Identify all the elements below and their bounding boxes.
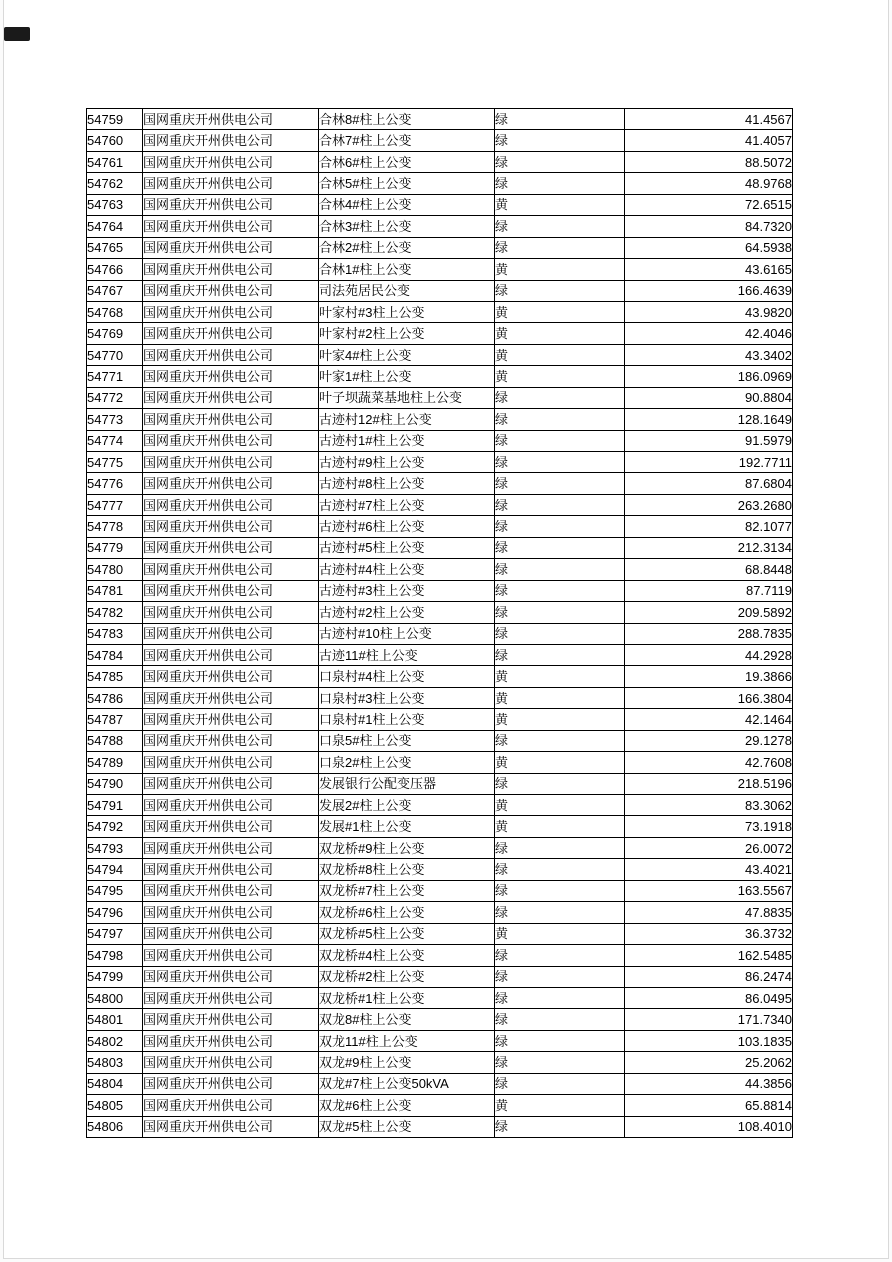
cell-id: 54789 [87, 752, 143, 773]
table-row [87, 623, 793, 644]
cell-transformer: 双龙8#柱上公变 [319, 1009, 495, 1030]
cell-value: 166.4639 [625, 280, 793, 301]
cell-company: 国网重庆开州供电公司 [143, 945, 319, 966]
cell-id: 54783 [87, 623, 143, 644]
cell-id: 54791 [87, 795, 143, 816]
table-row [87, 130, 793, 151]
cell-company: 国网重庆开州供电公司 [143, 795, 319, 816]
cell-status: 绿 [495, 516, 625, 537]
cell-company: 国网重庆开州供电公司 [143, 1052, 319, 1073]
cell-transformer: 双龙桥#2柱上公变 [319, 966, 495, 987]
cell-company: 国网重庆开州供电公司 [143, 816, 319, 837]
cell-id: 54770 [87, 344, 143, 365]
cell-transformer: 合林7#柱上公变 [319, 130, 495, 151]
cell-value: 42.4046 [625, 323, 793, 344]
cell-value: 171.7340 [625, 1009, 793, 1030]
cell-id: 54792 [87, 816, 143, 837]
cell-status: 绿 [495, 559, 625, 580]
cell-transformer: 古迹村#7柱上公变 [319, 494, 495, 515]
cell-transformer: 合林1#柱上公变 [319, 259, 495, 280]
cell-transformer: 双龙#6柱上公变 [319, 1095, 495, 1116]
cell-transformer: 双龙桥#5柱上公变 [319, 923, 495, 944]
cell-id: 54780 [87, 559, 143, 580]
cell-value: 87.7119 [625, 580, 793, 601]
cell-company: 国网重庆开州供电公司 [143, 687, 319, 708]
cell-status: 绿 [495, 1116, 625, 1137]
cell-id: 54799 [87, 966, 143, 987]
cell-value: 42.7608 [625, 752, 793, 773]
table-row [87, 494, 793, 515]
cell-transformer: 叶子坝蔬菜基地柱上公变 [319, 387, 495, 408]
cell-id: 54797 [87, 923, 143, 944]
cell-status: 黄 [495, 923, 625, 944]
cell-value: 41.4567 [625, 109, 793, 130]
cell-id: 54760 [87, 130, 143, 151]
table-row [87, 559, 793, 580]
table-row [87, 194, 793, 215]
cell-company: 国网重庆开州供电公司 [143, 773, 319, 794]
table-row [87, 859, 793, 880]
cell-company: 国网重庆开州供电公司 [143, 323, 319, 344]
cell-company: 国网重庆开州供电公司 [143, 216, 319, 237]
cell-value: 65.8814 [625, 1095, 793, 1116]
cell-status: 绿 [495, 430, 625, 451]
cell-transformer: 发展#1柱上公变 [319, 816, 495, 837]
cell-transformer: 双龙#7柱上公变50kVA [319, 1073, 495, 1094]
cell-id: 54772 [87, 387, 143, 408]
cell-value: 43.9820 [625, 301, 793, 322]
cell-status: 绿 [495, 966, 625, 987]
table-row [87, 730, 793, 751]
cell-status: 绿 [495, 452, 625, 473]
cell-transformer: 双龙11#柱上公变 [319, 1030, 495, 1051]
cell-company: 国网重庆开州供电公司 [143, 151, 319, 172]
cell-company: 国网重庆开州供电公司 [143, 602, 319, 623]
cell-company: 国网重庆开州供电公司 [143, 730, 319, 751]
cell-transformer: 双龙桥#6柱上公变 [319, 902, 495, 923]
cell-id: 54804 [87, 1073, 143, 1094]
cell-transformer: 合林3#柱上公变 [319, 216, 495, 237]
cell-status: 绿 [495, 109, 625, 130]
table-row [87, 216, 793, 237]
cell-transformer: 古迹村#3柱上公变 [319, 580, 495, 601]
cell-transformer: 双龙#5柱上公变 [319, 1116, 495, 1137]
cell-value: 163.5567 [625, 880, 793, 901]
cell-company: 国网重庆开州供电公司 [143, 130, 319, 151]
cell-id: 54775 [87, 452, 143, 473]
cell-id: 54784 [87, 644, 143, 665]
cell-value: 36.3732 [625, 923, 793, 944]
cell-value: 43.6165 [625, 259, 793, 280]
cell-value: 209.5892 [625, 602, 793, 623]
cell-transformer: 双龙桥#7柱上公变 [319, 880, 495, 901]
cell-id: 54803 [87, 1052, 143, 1073]
cell-company: 国网重庆开州供电公司 [143, 109, 319, 130]
table-row [87, 880, 793, 901]
cell-id: 54793 [87, 837, 143, 858]
cell-transformer: 发展银行公配变压器 [319, 773, 495, 794]
cell-status: 绿 [495, 602, 625, 623]
page-corner-mark [4, 27, 30, 41]
document-page [3, 0, 889, 1259]
cell-transformer: 古迹村#10柱上公变 [319, 623, 495, 644]
table-row [87, 280, 793, 301]
cell-transformer: 口泉村#4柱上公变 [319, 666, 495, 687]
table-row [87, 1095, 793, 1116]
cell-transformer: 古迹村12#柱上公变 [319, 409, 495, 430]
cell-transformer: 双龙桥#4柱上公变 [319, 945, 495, 966]
cell-id: 54764 [87, 216, 143, 237]
table-row [87, 1030, 793, 1051]
cell-value: 166.3804 [625, 687, 793, 708]
cell-id: 54776 [87, 473, 143, 494]
cell-value: 83.3062 [625, 795, 793, 816]
cell-id: 54778 [87, 516, 143, 537]
cell-transformer: 口泉5#柱上公变 [319, 730, 495, 751]
cell-company: 国网重庆开州供电公司 [143, 366, 319, 387]
cell-company: 国网重庆开州供电公司 [143, 280, 319, 301]
cell-id: 54769 [87, 323, 143, 344]
table-row [87, 1052, 793, 1073]
cell-transformer: 合林2#柱上公变 [319, 237, 495, 258]
table-row [87, 344, 793, 365]
cell-transformer: 叶家1#柱上公变 [319, 366, 495, 387]
cell-id: 54766 [87, 259, 143, 280]
cell-company: 国网重庆开州供电公司 [143, 516, 319, 537]
cell-id: 54767 [87, 280, 143, 301]
cell-id: 54765 [87, 237, 143, 258]
cell-transformer: 叶家村#3柱上公变 [319, 301, 495, 322]
cell-value: 108.4010 [625, 1116, 793, 1137]
table-row [87, 473, 793, 494]
table-row [87, 687, 793, 708]
cell-status: 黄 [495, 795, 625, 816]
table-row [87, 602, 793, 623]
cell-id: 54805 [87, 1095, 143, 1116]
cell-status: 绿 [495, 859, 625, 880]
table-row [87, 366, 793, 387]
cell-id: 54773 [87, 409, 143, 430]
cell-company: 国网重庆开州供电公司 [143, 966, 319, 987]
cell-company: 国网重庆开州供电公司 [143, 473, 319, 494]
cell-value: 186.0969 [625, 366, 793, 387]
cell-value: 72.6515 [625, 194, 793, 215]
cell-company: 国网重庆开州供电公司 [143, 623, 319, 644]
cell-value: 288.7835 [625, 623, 793, 644]
cell-value: 84.7320 [625, 216, 793, 237]
cell-transformer: 司法苑居民公变 [319, 280, 495, 301]
table-row [87, 923, 793, 944]
cell-value: 43.3402 [625, 344, 793, 365]
cell-status: 绿 [495, 494, 625, 515]
cell-value: 44.2928 [625, 644, 793, 665]
cell-status: 绿 [495, 902, 625, 923]
cell-id: 54768 [87, 301, 143, 322]
cell-company: 国网重庆开州供电公司 [143, 880, 319, 901]
cell-company: 国网重庆开州供电公司 [143, 1030, 319, 1051]
cell-status: 绿 [495, 580, 625, 601]
cell-company: 国网重庆开州供电公司 [143, 237, 319, 258]
cell-value: 82.1077 [625, 516, 793, 537]
cell-value: 26.0072 [625, 837, 793, 858]
cell-id: 54787 [87, 709, 143, 730]
cell-id: 54761 [87, 151, 143, 172]
cell-id: 54794 [87, 859, 143, 880]
cell-company: 国网重庆开州供电公司 [143, 409, 319, 430]
cell-transformer: 叶家村#2柱上公变 [319, 323, 495, 344]
cell-value: 29.1278 [625, 730, 793, 751]
table-row [87, 1073, 793, 1094]
cell-status: 绿 [495, 409, 625, 430]
cell-status: 黄 [495, 709, 625, 730]
cell-status: 绿 [495, 623, 625, 644]
cell-company: 国网重庆开州供电公司 [143, 902, 319, 923]
cell-value: 162.5485 [625, 945, 793, 966]
cell-id: 54762 [87, 173, 143, 194]
table-row [87, 816, 793, 837]
table-row [87, 301, 793, 322]
cell-company: 国网重庆开州供电公司 [143, 1009, 319, 1030]
table-row [87, 644, 793, 665]
cell-status: 绿 [495, 1030, 625, 1051]
cell-id: 54801 [87, 1009, 143, 1030]
cell-status: 黄 [495, 323, 625, 344]
table-row [87, 452, 793, 473]
cell-company: 国网重庆开州供电公司 [143, 580, 319, 601]
cell-value: 86.0495 [625, 987, 793, 1008]
cell-value: 48.9768 [625, 173, 793, 194]
cell-value: 42.1464 [625, 709, 793, 730]
cell-id: 54781 [87, 580, 143, 601]
cell-company: 国网重庆开州供电公司 [143, 752, 319, 773]
cell-transformer: 合林6#柱上公变 [319, 151, 495, 172]
table-row [87, 516, 793, 537]
cell-value: 91.5979 [625, 430, 793, 451]
cell-company: 国网重庆开州供电公司 [143, 452, 319, 473]
cell-status: 绿 [495, 644, 625, 665]
cell-status: 绿 [495, 987, 625, 1008]
cell-company: 国网重庆开州供电公司 [143, 194, 319, 215]
cell-transformer: 古迹村1#柱上公变 [319, 430, 495, 451]
cell-transformer: 双龙桥#9柱上公变 [319, 837, 495, 858]
cell-company: 国网重庆开州供电公司 [143, 430, 319, 451]
cell-value: 25.2062 [625, 1052, 793, 1073]
cell-status: 绿 [495, 945, 625, 966]
cell-transformer: 古迹村#4柱上公变 [319, 559, 495, 580]
table-row [87, 151, 793, 172]
cell-status: 黄 [495, 259, 625, 280]
cell-status: 绿 [495, 173, 625, 194]
table-row [87, 387, 793, 408]
cell-transformer: 双龙桥#1柱上公变 [319, 987, 495, 1008]
cell-transformer: 口泉村#3柱上公变 [319, 687, 495, 708]
cell-id: 54800 [87, 987, 143, 1008]
table-row [87, 795, 793, 816]
cell-value: 87.6804 [625, 473, 793, 494]
table-row [87, 709, 793, 730]
cell-company: 国网重庆开州供电公司 [143, 987, 319, 1008]
cell-status: 绿 [495, 1052, 625, 1073]
cell-transformer: 古迹村#5柱上公变 [319, 537, 495, 558]
cell-value: 43.4021 [625, 859, 793, 880]
table-row [87, 1116, 793, 1137]
table-row [87, 666, 793, 687]
cell-id: 54759 [87, 109, 143, 130]
cell-company: 国网重庆开州供电公司 [143, 1095, 319, 1116]
cell-status: 黄 [495, 816, 625, 837]
cell-id: 54782 [87, 602, 143, 623]
cell-status: 绿 [495, 387, 625, 408]
cell-company: 国网重庆开州供电公司 [143, 301, 319, 322]
cell-transformer: 合林8#柱上公变 [319, 109, 495, 130]
table-row [87, 580, 793, 601]
cell-id: 54795 [87, 880, 143, 901]
cell-value: 73.1918 [625, 816, 793, 837]
cell-transformer: 古迹11#柱上公变 [319, 644, 495, 665]
cell-status: 绿 [495, 1009, 625, 1030]
cell-status: 绿 [495, 280, 625, 301]
cell-transformer: 古迹村#6柱上公变 [319, 516, 495, 537]
cell-company: 国网重庆开州供电公司 [143, 537, 319, 558]
cell-value: 90.8804 [625, 387, 793, 408]
cell-status: 黄 [495, 687, 625, 708]
cell-id: 54798 [87, 945, 143, 966]
cell-value: 47.8835 [625, 902, 793, 923]
table-row [87, 1009, 793, 1030]
table-row [87, 902, 793, 923]
cell-company: 国网重庆开州供电公司 [143, 344, 319, 365]
cell-status: 绿 [495, 151, 625, 172]
cell-transformer: 叶家4#柱上公变 [319, 344, 495, 365]
cell-transformer: 古迹村#9柱上公变 [319, 452, 495, 473]
table-row [87, 752, 793, 773]
cell-id: 54790 [87, 773, 143, 794]
table-row [87, 966, 793, 987]
cell-transformer: 双龙桥#8柱上公变 [319, 859, 495, 880]
cell-company: 国网重庆开州供电公司 [143, 644, 319, 665]
table-row [87, 237, 793, 258]
cell-status: 黄 [495, 1095, 625, 1116]
table-row [87, 537, 793, 558]
cell-transformer: 口泉2#柱上公变 [319, 752, 495, 773]
cell-transformer: 古迹村#2柱上公变 [319, 602, 495, 623]
cell-status: 绿 [495, 216, 625, 237]
cell-value: 19.3866 [625, 666, 793, 687]
cell-company: 国网重庆开州供电公司 [143, 1073, 319, 1094]
table-row [87, 773, 793, 794]
cell-transformer: 古迹村#8柱上公变 [319, 473, 495, 494]
table-row [87, 987, 793, 1008]
cell-status: 绿 [495, 730, 625, 751]
cell-company: 国网重庆开州供电公司 [143, 837, 319, 858]
cell-id: 54786 [87, 687, 143, 708]
cell-value: 41.4057 [625, 130, 793, 151]
cell-company: 国网重庆开州供电公司 [143, 923, 319, 944]
cell-company: 国网重庆开州供电公司 [143, 859, 319, 880]
table-row [87, 109, 793, 130]
cell-company: 国网重庆开州供电公司 [143, 173, 319, 194]
table-row [87, 837, 793, 858]
cell-status: 黄 [495, 194, 625, 215]
cell-id: 54788 [87, 730, 143, 751]
cell-value: 192.7711 [625, 452, 793, 473]
cell-transformer: 双龙#9柱上公变 [319, 1052, 495, 1073]
cell-company: 国网重庆开州供电公司 [143, 387, 319, 408]
cell-value: 64.5938 [625, 237, 793, 258]
cell-id: 54802 [87, 1030, 143, 1051]
cell-status: 绿 [495, 837, 625, 858]
cell-company: 国网重庆开州供电公司 [143, 559, 319, 580]
cell-status: 绿 [495, 773, 625, 794]
cell-company: 国网重庆开州供电公司 [143, 709, 319, 730]
cell-company: 国网重庆开州供电公司 [143, 259, 319, 280]
cell-id: 54796 [87, 902, 143, 923]
cell-status: 绿 [495, 130, 625, 151]
cell-status: 绿 [495, 537, 625, 558]
data-table [86, 108, 793, 1138]
cell-value: 212.3134 [625, 537, 793, 558]
cell-transformer: 合林4#柱上公变 [319, 194, 495, 215]
table-row [87, 259, 793, 280]
cell-value: 88.5072 [625, 151, 793, 172]
cell-status: 黄 [495, 344, 625, 365]
cell-value: 263.2680 [625, 494, 793, 515]
cell-status: 黄 [495, 366, 625, 387]
cell-id: 54785 [87, 666, 143, 687]
cell-transformer: 合林5#柱上公变 [319, 173, 495, 194]
cell-company: 国网重庆开州供电公司 [143, 1116, 319, 1137]
cell-id: 54777 [87, 494, 143, 515]
table-row [87, 945, 793, 966]
table-body [87, 109, 793, 1138]
cell-value: 103.1835 [625, 1030, 793, 1051]
cell-id: 54806 [87, 1116, 143, 1137]
cell-status: 绿 [495, 237, 625, 258]
cell-company: 国网重庆开州供电公司 [143, 666, 319, 687]
cell-status: 黄 [495, 666, 625, 687]
table-row [87, 409, 793, 430]
cell-value: 44.3856 [625, 1073, 793, 1094]
table-row [87, 173, 793, 194]
cell-status: 绿 [495, 473, 625, 494]
cell-id: 54779 [87, 537, 143, 558]
cell-status: 绿 [495, 880, 625, 901]
cell-value: 86.2474 [625, 966, 793, 987]
cell-company: 国网重庆开州供电公司 [143, 494, 319, 515]
cell-value: 218.5196 [625, 773, 793, 794]
cell-transformer: 发展2#柱上公变 [319, 795, 495, 816]
cell-id: 54771 [87, 366, 143, 387]
cell-value: 68.8448 [625, 559, 793, 580]
table-row [87, 323, 793, 344]
cell-transformer: 口泉村#1柱上公变 [319, 709, 495, 730]
cell-id: 54774 [87, 430, 143, 451]
cell-status: 黄 [495, 301, 625, 322]
cell-value: 128.1649 [625, 409, 793, 430]
cell-id: 54763 [87, 194, 143, 215]
cell-status: 绿 [495, 1073, 625, 1094]
cell-status: 黄 [495, 752, 625, 773]
table-row [87, 430, 793, 451]
